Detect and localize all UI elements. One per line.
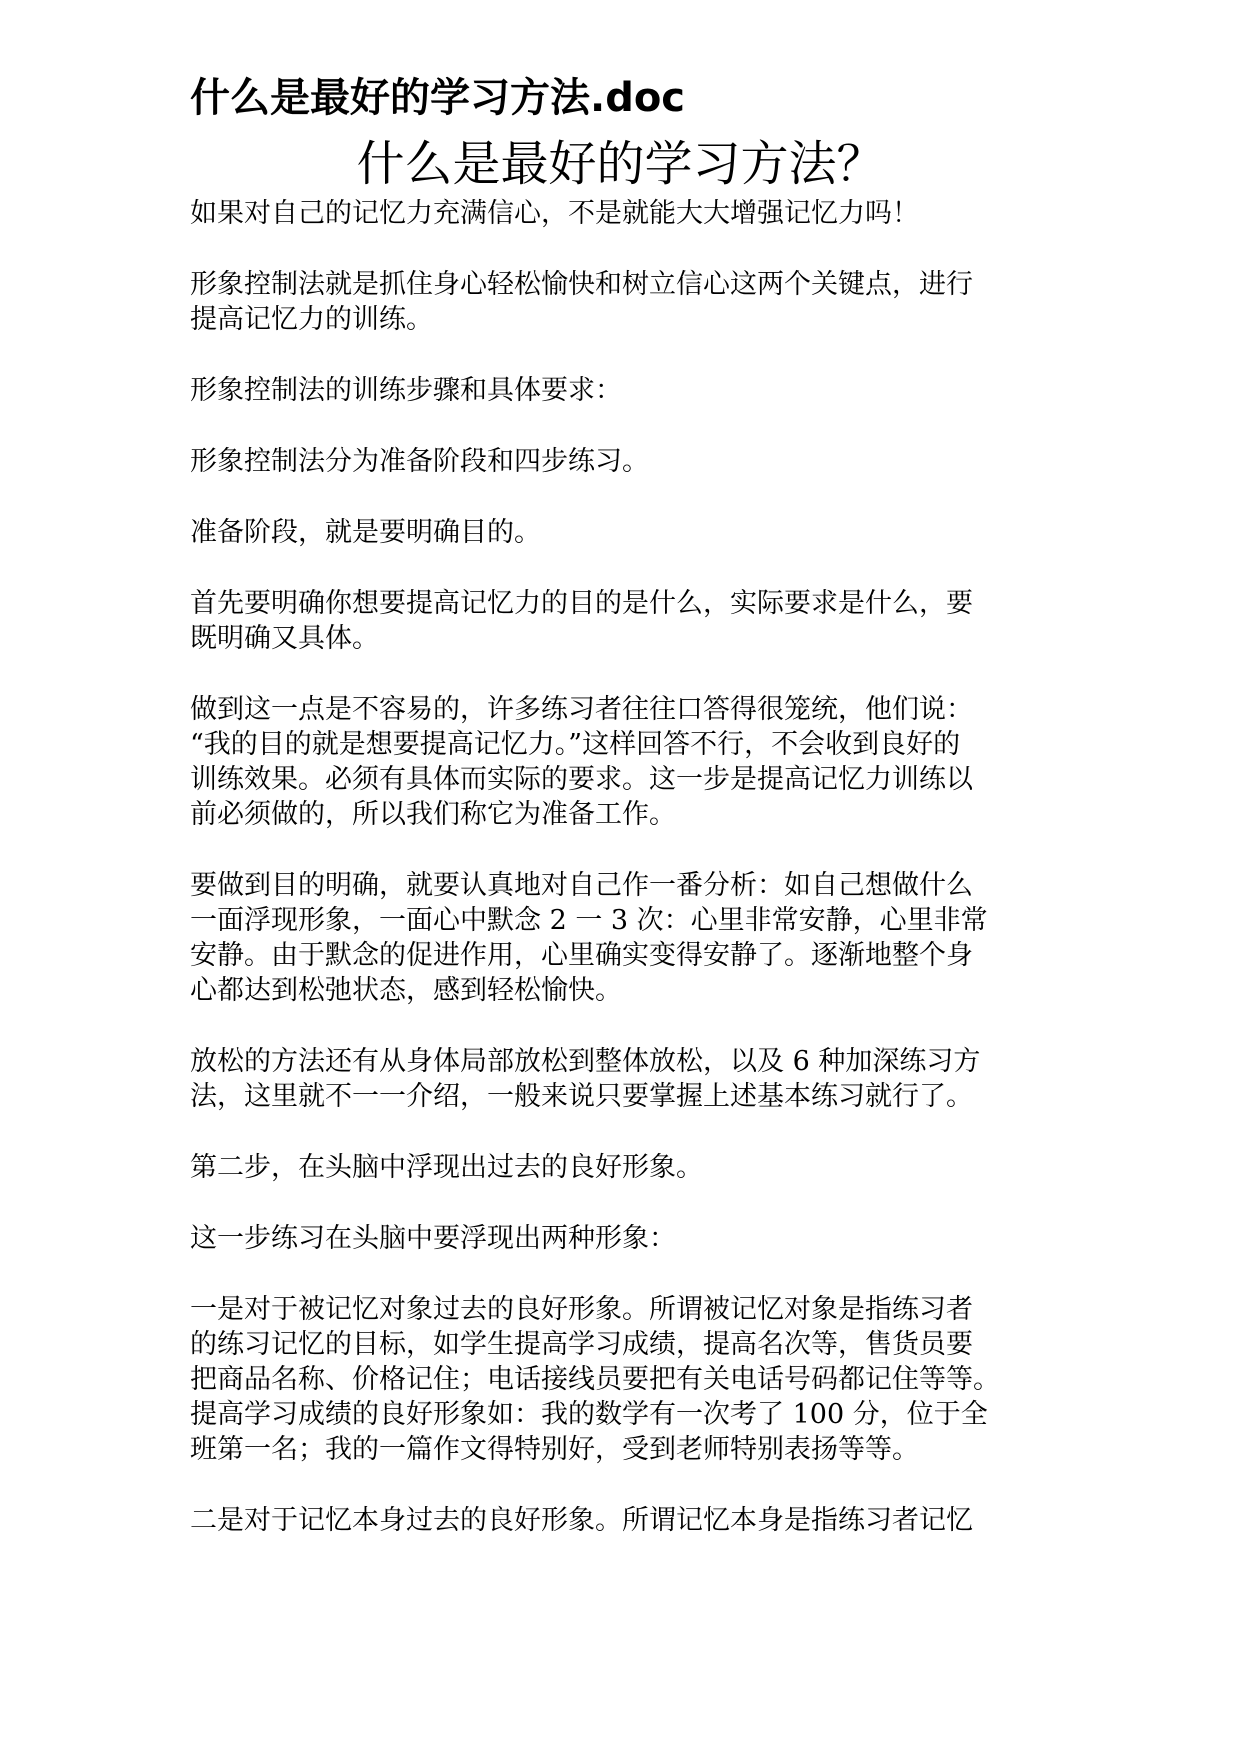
paragraph bbox=[190, 267, 1070, 337]
paragraph-line: 放松的方法还有从身体局部放松到整体放松，以及 6 种加深练习方 bbox=[190, 1046, 981, 1077]
document-body bbox=[190, 196, 1070, 1574]
paragraph-line: 要做到目的明确，就要认真地对自己作一番分析：如自己想做什么 bbox=[190, 870, 973, 901]
paragraph-line: 心都达到松弛状态，感到轻松愉快。 bbox=[190, 975, 622, 1006]
paragraph-line: 一是对于被记忆对象过去的良好形象。所谓被记忆对象是指练习者 bbox=[190, 1294, 973, 1325]
paragraph-line: 训练效果。必须有具体而实际的要求。这一步是提高记忆力训练以 bbox=[190, 764, 973, 795]
paragraph-line: 法，这里就不一一介绍，一般来说只要掌握上述基本练习就行了。 bbox=[190, 1081, 973, 1112]
paragraph bbox=[190, 1503, 1070, 1538]
document-filename: 什么是最好的学习方法.doc bbox=[190, 75, 686, 121]
paragraph-line: 把商品名称、价格记住；电话接线员要把有关电话号码都记住等等。 bbox=[190, 1364, 1000, 1395]
paragraph-line: 提高记忆力的训练。 bbox=[190, 304, 433, 335]
paragraph-line: 形象控制法的训练步骤和具体要求： bbox=[190, 375, 622, 406]
paragraph-line: 既明确又具体。 bbox=[190, 623, 379, 654]
paragraph-line: 首先要明确你想要提高记忆力的目的是什么，实际要求是什么，要 bbox=[190, 588, 973, 619]
paragraph bbox=[190, 1221, 1070, 1256]
paragraph-line: 第二步，在头脑中浮现出过去的良好形象。 bbox=[190, 1152, 703, 1183]
paragraph bbox=[190, 868, 1070, 1008]
paragraph-line: 形象控制法就是抓住身心轻松愉快和树立信心这两个关键点，进行 bbox=[190, 269, 973, 300]
paragraph bbox=[190, 444, 1070, 479]
paragraph-line: 一面浮现形象，一面心中默念 2 一 3 次：心里非常安静，心里非常 bbox=[190, 905, 988, 936]
paragraph-line: “我的目的就是想要提高记忆力。”这样回答不行，不会收到良好的 bbox=[190, 729, 961, 760]
paragraph-line: 的练习记忆的目标，如学生提高学习成绩，提高名次等，售货员要 bbox=[190, 1329, 973, 1360]
paragraph-line: 二是对于记忆本身过去的良好形象。所谓记忆本身是指练习者记忆 bbox=[190, 1505, 973, 1536]
paragraph bbox=[190, 586, 1070, 656]
paragraph bbox=[190, 515, 1070, 550]
paragraph-line: 这一步练习在头脑中要浮现出两种形象： bbox=[190, 1223, 676, 1254]
paragraph bbox=[190, 1044, 1070, 1114]
paragraph bbox=[190, 1150, 1070, 1185]
document-title: 什么是最好的学习方法？ bbox=[356, 136, 885, 192]
paragraph-line: 准备阶段，就是要明确目的。 bbox=[190, 517, 541, 548]
paragraph-line: 前必须做的，所以我们称它为准备工作。 bbox=[190, 799, 676, 830]
paragraph bbox=[190, 373, 1070, 408]
paragraph-line: 班第一名；我的一篇作文得特别好，受到老师特别表扬等等。 bbox=[190, 1434, 919, 1465]
paragraph bbox=[190, 692, 1070, 832]
paragraph-line: 提高学习成绩的良好形象如：我的数学有一次考了 100 分，位于全 bbox=[190, 1399, 988, 1430]
paragraph-line: 安静。由于默念的促进作用，心里确实变得安静了。逐渐地整个身 bbox=[190, 940, 973, 971]
paragraph-line: 形象控制法分为准备阶段和四步练习。 bbox=[190, 446, 649, 477]
paragraph-line: 如果对自己的记忆力充满信心，不是就能大大增强记忆力吗！ bbox=[190, 198, 919, 229]
paragraph-line: 做到这一点是不容易的，许多练习者往往口答得很笼统，他们说： bbox=[190, 694, 973, 725]
paragraph bbox=[190, 196, 1070, 231]
paragraph bbox=[190, 1292, 1070, 1467]
